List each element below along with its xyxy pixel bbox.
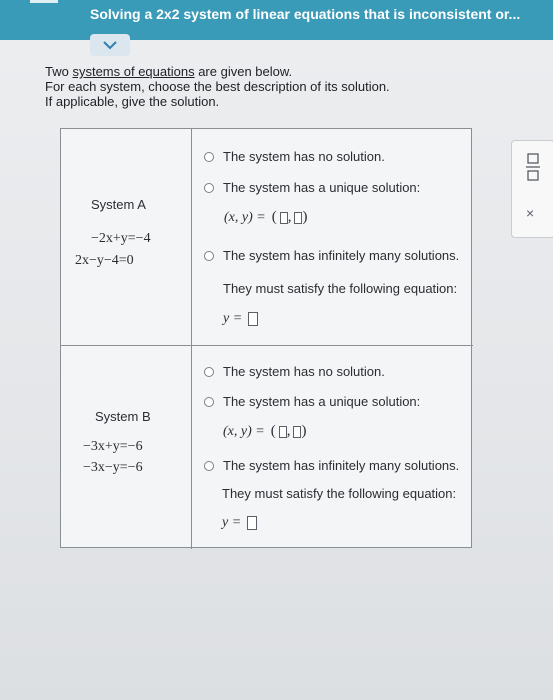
xy-label: (x, y) = [224, 209, 266, 225]
header-bar [0, 0, 553, 40]
option-label: The system has no solution. [223, 149, 385, 164]
system-a-infinite-subtext: They must satisfy the following equation: [223, 281, 458, 296]
instructions-line-3: If applicable, give the solution. [45, 94, 220, 109]
x-value-input[interactable] [279, 426, 287, 438]
close-icon[interactable]: × [526, 205, 535, 221]
y-equals-label: y = [223, 311, 243, 326]
system-b-option-no-solution[interactable] [204, 364, 385, 379]
ordered-pair-input [271, 423, 307, 440]
option-label: The system has no solution. [223, 364, 385, 379]
option-label: The system has a unique solution: [223, 394, 421, 409]
system-b-infinite-subtext: They must satisfy the following equation: [222, 486, 457, 501]
radio-button[interactable] [204, 397, 214, 407]
system-b-option-infinite[interactable] [204, 458, 459, 473]
close-paren: ) [301, 423, 307, 439]
equation-input[interactable] [247, 516, 257, 530]
system-a-option-no-solution[interactable] [204, 149, 385, 164]
system-a-label: System A [91, 197, 146, 212]
radio-button[interactable] [204, 251, 214, 261]
fraction-icon[interactable] [526, 153, 540, 181]
option-label: The system has infinitely many solutions. [223, 458, 460, 473]
option-label: The system has a unique solution: [223, 180, 421, 195]
open-paren: ( [271, 209, 277, 225]
y-value-input[interactable] [293, 426, 301, 438]
system-a-option-infinite[interactable] [204, 248, 459, 263]
radio-button[interactable] [204, 367, 214, 377]
instructions-line-1 [45, 64, 390, 79]
system-b-label: System B [95, 409, 151, 424]
system-b-option-unique[interactable] [204, 394, 420, 409]
system-b-equation-2: −3x−y=−6 [83, 460, 143, 475]
system-a-equation-2: 2x−y−4=0 [75, 253, 134, 268]
x-value-input[interactable] [280, 212, 288, 224]
ordered-pair-input [272, 209, 308, 226]
systems-of-equations-link[interactable]: systems of equations [72, 64, 195, 79]
comma: , [287, 209, 292, 225]
chevron-down-icon [103, 40, 117, 50]
intro-text: are given below. [194, 64, 293, 79]
comma: , [286, 423, 291, 439]
systems-table [60, 128, 472, 548]
close-paren: ) [302, 209, 308, 225]
system-b-unique-answer [223, 423, 306, 440]
y-value-input[interactable] [294, 212, 302, 224]
page-title: Solving a 2x2 system of linear equations that is inconsistent or... [90, 6, 521, 22]
system-b-infinite-answer [222, 515, 257, 531]
equation-input[interactable] [248, 312, 258, 326]
system-a-option-unique[interactable] [204, 180, 420, 195]
system-a-infinite-answer [223, 311, 258, 327]
xy-label: (x, y) = [223, 423, 265, 439]
y-equals-label: y = [222, 515, 242, 530]
instructions-line-2: For each system, choose the best description of its solution. [45, 79, 390, 94]
collapse-button[interactable] [90, 34, 130, 56]
system-b-equation-1: −3x+y=−6 [83, 439, 143, 454]
option-label: The system has infinitely many solutions. [223, 248, 460, 263]
radio-button[interactable] [204, 152, 214, 162]
menu-handle[interactable] [30, 0, 58, 3]
row-divider [61, 345, 473, 346]
instructions [45, 64, 390, 109]
system-a-equation-1: −2x+y=−4 [91, 231, 151, 246]
radio-button[interactable] [204, 461, 214, 471]
system-a-unique-answer [224, 209, 307, 226]
intro-text: Two [45, 64, 73, 79]
column-divider [191, 129, 192, 549]
open-paren: ( [270, 423, 276, 439]
radio-button[interactable] [204, 183, 214, 193]
side-toolbar [511, 140, 553, 238]
